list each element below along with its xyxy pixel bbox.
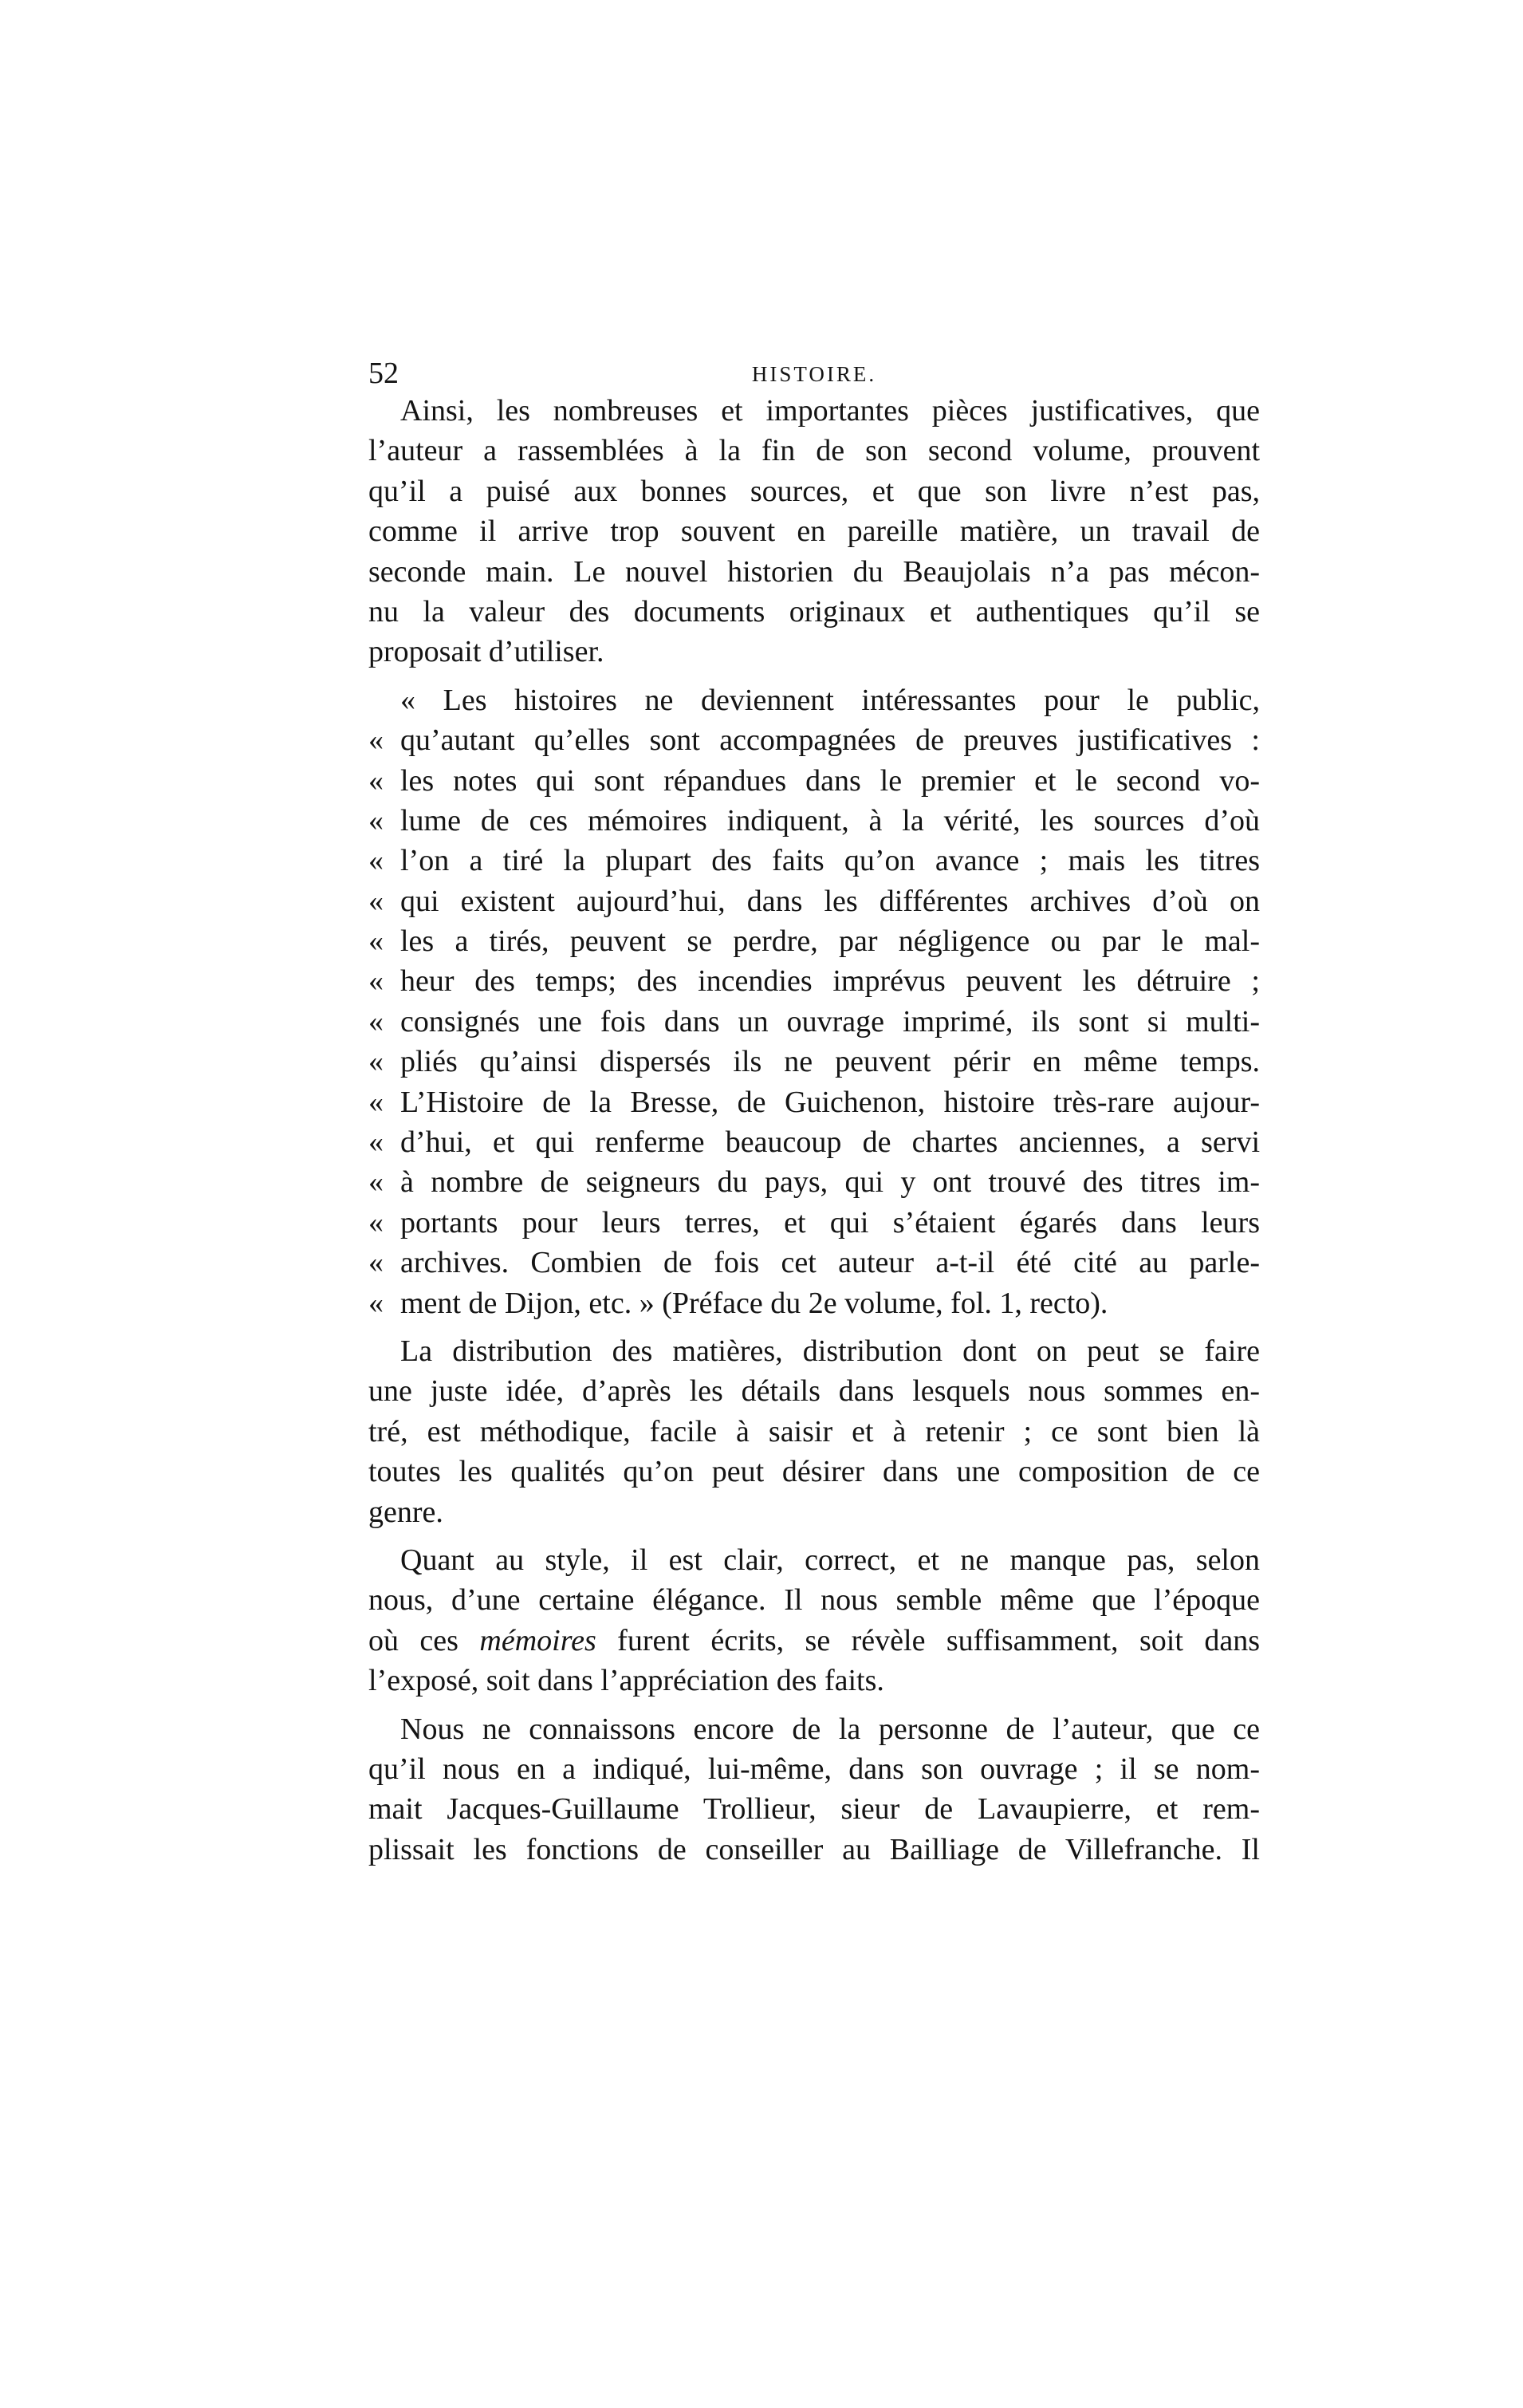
body-text [368,391,1260,1870]
text-line: portants pour leurs terres, et qui s’étaient égarés dans leurs [400,1205,1260,1239]
quote-mark: « [368,884,384,918]
quote-mark: « [368,1246,384,1280]
text-line: une juste idée, d’après les détails dans lesquels nous sommes en- [368,1374,1260,1409]
quote-mark: « [368,763,384,798]
text-line: Quant au style, il est clair, correct, et ne manque pas, selon [400,1543,1260,1577]
text-line: Nous ne connaissons encore de la personne de l’auteur, que ce [400,1712,1260,1746]
text-line: les a tirés, peuvent se perdre, par négligence ou par le mal- [400,924,1260,959]
quote-line [368,801,1260,841]
text-line: toutes les qualités qu’on peut désirer dans une composition de ce [368,1455,1260,1489]
quote-line [368,720,1260,760]
quote-line [368,961,1260,1001]
quote-mark: « [368,1085,384,1119]
quote-line [368,1122,1260,1162]
quote-mark: « [368,1165,384,1200]
quote-mark: « [368,723,384,758]
paragraph-1 [368,391,1260,672]
paragraph-4 [368,1540,1260,1701]
quote-line [368,1283,1260,1323]
text-line: pliés qu’ainsi dispersés ils ne peuvent périr en même temps. [400,1045,1260,1079]
text-line: heur des temps; des incendies imprévus peuvent les détruire ; [400,964,1260,999]
text-line: nu la valeur des documents originaux et authentiques qu’il se [368,594,1260,629]
quote-line [368,1243,1260,1283]
text-line: L’Histoire de la Bresse, de Guichenon, histoire très-rare aujour- [400,1085,1260,1119]
text-line: consignés une fois dans un ouvrage imprimé, ils sont si multi- [400,1004,1260,1038]
text-line: à nombre de seigneurs du pays, qui y ont trouvé des titres im- [400,1165,1260,1200]
paragraph-5 [368,1709,1260,1870]
quote-mark: « [368,1205,384,1239]
text-line: mait Jacques-Guillaume Trollieur, sieur de Lavaupierre, et rem- [368,1792,1260,1827]
text-line: qu’il a puisé aux bonnes sources, et que son livre n’est pas, [368,474,1260,508]
text-line: genre. [368,1495,443,1529]
quote-line [368,1082,1260,1122]
quote-mark: « [368,1004,384,1038]
text-fragment: où ces [368,1623,480,1657]
text-fragment: furent écrits, se révèle suffisamment, soit dans [596,1623,1260,1657]
text-line: seconde main. Le nouvel historien du Beaujolais n’a pas mécon- [368,554,1260,589]
text-line: qu’il nous en a indiqué, lui-même, dans son ouvrage ; il se nom- [368,1752,1260,1786]
italic-line [368,1621,1260,1661]
text-line: proposait d’utiliser. [368,635,604,669]
text-line: ment de Dijon, etc. » (Préface du 2e volume, fol. 1, recto). [400,1286,1108,1320]
quote-mark: « [368,803,384,837]
text-line: d’hui, et qui renferme beaucoup de chartes anciennes, a servi [400,1125,1260,1160]
text-line: « Les histoires ne deviennent intéressantes pour le public, [400,683,1260,717]
text-line: comme il arrive trop souvent en pareille matière, un travail de [368,514,1260,549]
text-line: tré, est méthodique, facile à saisir et à retenir ; ce sont bien là [368,1414,1260,1448]
text-line: les notes qui sont répandues dans le premier et le second vo- [400,763,1260,798]
page-number: 52 [368,357,399,390]
text-line: nous, d’une certaine élégance. Il nous semble même que l’époque [368,1583,1260,1618]
quote-line [368,761,1260,801]
quote-mark: « [368,1045,384,1079]
text-line: plissait les fonctions de conseiller au Bailliage de Villefranche. Il [368,1832,1260,1866]
italic-word: mémoires [479,1623,596,1657]
quote-line [368,1042,1260,1082]
text-line: lume de ces mémoires indiquent, à la vérité, les sources d’où [400,803,1260,837]
quote-mark: « [368,964,384,999]
quote-mark: « [368,844,384,878]
text-line: qu’autant qu’elles sont accompagnées de preuves justificatives : [400,723,1260,758]
quote-line [368,1002,1260,1042]
page-header [368,357,1260,389]
text-line: qui existent aujourd’hui, dans les différentes archives d’où on [400,884,1260,918]
text-line: archives. Combien de fois cet auteur a-t-il été cité au parle- [400,1246,1260,1280]
text-line: l’auteur a rassemblées à la fin de son second volume, prouvent [368,434,1260,468]
quote-mark: « [368,1125,384,1160]
quote-line [368,881,1260,921]
quote-line [368,1162,1260,1202]
text-line: La distribution des matières, distribution dont on peut se faire [400,1334,1260,1368]
quote-mark: « [368,1286,384,1320]
running-title: HISTOIRE. [751,362,877,386]
quote-line [368,1203,1260,1243]
text-line: l’exposé, soit dans l’appréciation des faits. [368,1664,884,1698]
quote-line [368,841,1260,881]
paragraph-3 [368,1331,1260,1532]
paragraph-2-quotation [368,680,1260,1323]
quote-mark: « [368,924,384,959]
text-line: l’on a tiré la plupart des faits qu’on avance ; mais les titres [400,844,1260,878]
quote-line [368,921,1260,961]
text-line: Ainsi, les nombreuses et importantes pièces justificatives, que [400,394,1260,428]
